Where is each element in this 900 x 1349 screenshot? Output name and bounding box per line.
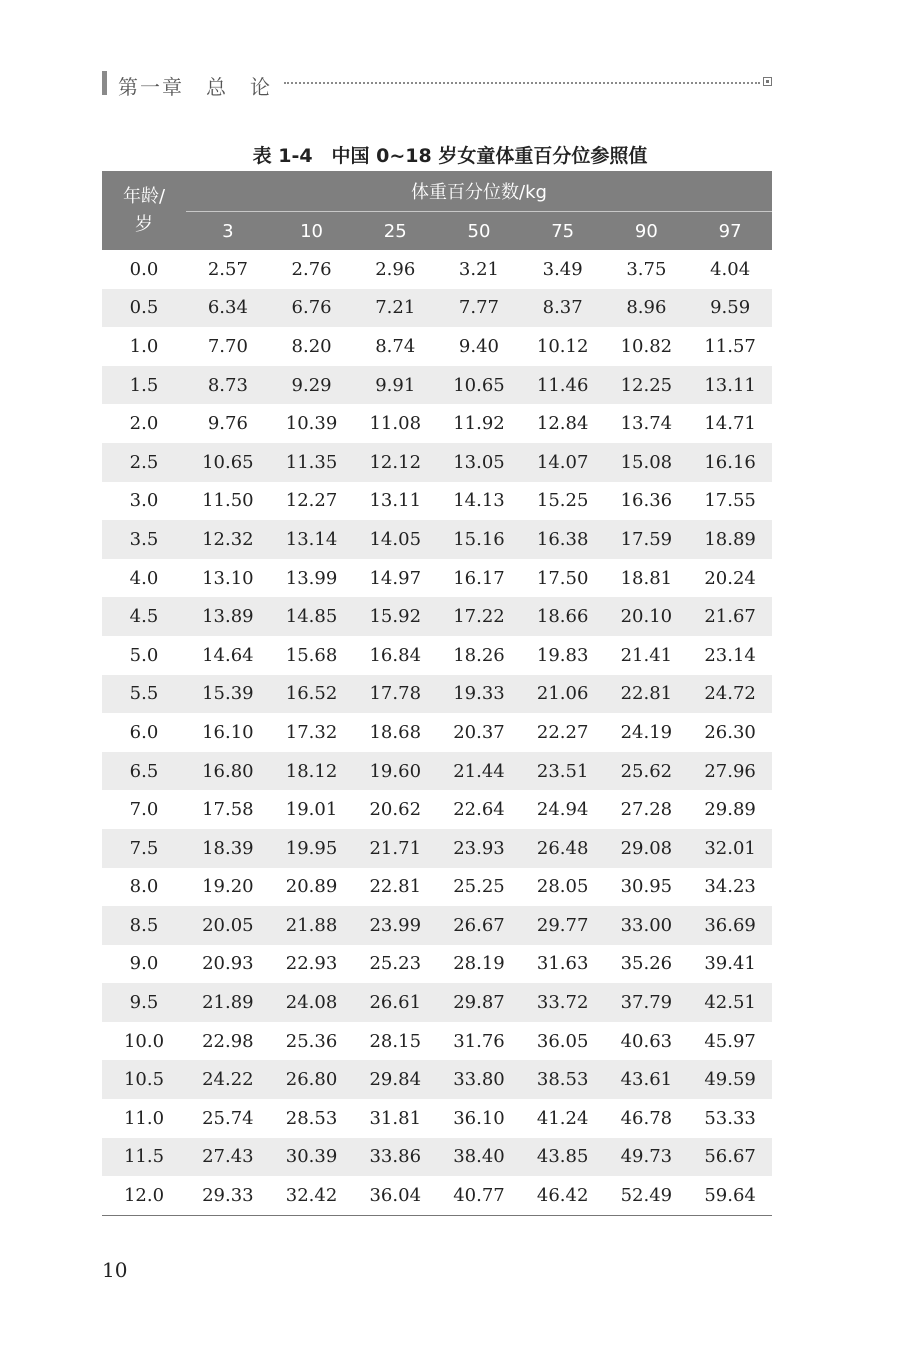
running-head-bar [102, 71, 107, 95]
weight-cell: 22.81 [605, 675, 689, 714]
weight-cell: 25.25 [453, 876, 505, 898]
weight-cell: 10.82 [620, 335, 673, 357]
weight-cell: 15.08 [605, 443, 689, 482]
weight-cell: 22.98 [202, 1030, 254, 1052]
weight-cell: 37.79 [605, 983, 689, 1022]
age-cell: 6.0 [129, 721, 159, 743]
table-row [102, 983, 772, 1022]
weight-cell: 52.49 [605, 1176, 689, 1215]
weight-cell: 3.49 [542, 258, 583, 280]
weight-cell: 17.50 [536, 567, 589, 589]
percentile-header-97: 97 [688, 212, 772, 251]
weight-cell: 10.65 [186, 443, 270, 482]
age-cell: 7.5 [102, 829, 186, 868]
table-row [102, 404, 772, 443]
weight-cell: 26.67 [437, 906, 521, 945]
weight-cell: 26.48 [521, 829, 605, 868]
weight-cell: 17.55 [704, 490, 756, 512]
weight-cell: 7.77 [437, 289, 521, 328]
table-row [102, 250, 772, 289]
weight-cell: 24.22 [186, 1060, 270, 1099]
weight-cell: 7.21 [353, 289, 437, 328]
weight-cell: 36.05 [536, 1030, 589, 1052]
weight-cell: 17.59 [605, 520, 689, 559]
table-row [102, 675, 772, 714]
weight-cell: 13.05 [437, 443, 521, 482]
weight-cell: 19.01 [285, 799, 338, 821]
weight-cell: 7.70 [207, 335, 248, 357]
weight-cell: 18.26 [453, 644, 505, 666]
weight-cell: 28.19 [453, 953, 505, 975]
weight-cell: 12.32 [186, 520, 270, 559]
age-cell: 9.5 [102, 983, 186, 1022]
weight-cell: 18.39 [186, 829, 270, 868]
weight-cell: 8.20 [291, 335, 332, 357]
table-row [102, 945, 772, 984]
weight-cell: 14.05 [353, 520, 437, 559]
weight-cell: 40.63 [620, 1030, 673, 1052]
age-cell: 6.5 [102, 752, 186, 791]
weight-cell: 16.84 [369, 644, 422, 666]
weight-cell: 11.46 [521, 366, 605, 405]
weight-cell: 53.33 [704, 1107, 756, 1129]
weight-cell: 36.10 [453, 1107, 505, 1129]
percentile-header-90: 90 [605, 212, 689, 251]
weight-percentile-table [102, 171, 772, 1216]
age-cell: 11.0 [123, 1107, 165, 1129]
weight-cell: 27.28 [620, 799, 673, 821]
weight-cell: 28.15 [369, 1030, 422, 1052]
table-row [102, 482, 772, 521]
weight-cell: 3.75 [626, 258, 667, 280]
weight-cell: 36.04 [353, 1176, 437, 1215]
table-row [102, 1176, 772, 1215]
weight-cell: 15.68 [285, 644, 338, 666]
weight-cell: 15.39 [186, 675, 270, 714]
square-ornament-icon [763, 77, 772, 86]
table-row [102, 289, 772, 328]
table-row [102, 906, 772, 945]
age-header-line2: 岁 [135, 213, 153, 235]
age-cell: 5.5 [102, 675, 186, 714]
weight-cell: 12.84 [536, 413, 589, 435]
percentile-header-10: 10 [270, 212, 354, 251]
weight-cell: 21.06 [521, 675, 605, 714]
weight-cell: 31.63 [536, 953, 589, 975]
weight-cell: 22.93 [285, 953, 338, 975]
weight-cell: 28.05 [536, 876, 589, 898]
weight-cell: 18.89 [688, 520, 772, 559]
weight-cell: 38.53 [521, 1060, 605, 1099]
weight-cell: 19.20 [202, 876, 254, 898]
weight-cell: 18.66 [521, 597, 605, 636]
weight-cell: 6.76 [270, 289, 354, 328]
weight-cell: 49.59 [688, 1060, 772, 1099]
age-cell: 10.5 [102, 1060, 186, 1099]
table-row [102, 366, 772, 405]
weight-cell: 22.64 [453, 799, 505, 821]
age-cell: 2.0 [129, 413, 159, 435]
weight-cell: 17.32 [285, 721, 338, 743]
weight-cell: 21.67 [688, 597, 772, 636]
weight-cell: 19.83 [536, 644, 589, 666]
weight-cell: 29.77 [521, 906, 605, 945]
weight-cell: 18.81 [620, 567, 673, 589]
age-cell: 1.5 [102, 366, 186, 405]
weight-cell: 20.93 [202, 953, 254, 975]
running-head-dotted-rule [284, 82, 760, 84]
weight-cell: 15.16 [437, 520, 521, 559]
percentile-header-50: 50 [437, 212, 521, 251]
weight-cell: 18.12 [270, 752, 354, 791]
weight-cell: 14.85 [270, 597, 354, 636]
weight-cell: 45.97 [704, 1030, 756, 1052]
weight-cell: 28.53 [285, 1107, 338, 1129]
weight-cell: 24.72 [688, 675, 772, 714]
age-cell: 8.0 [129, 876, 159, 898]
weight-cell: 32.01 [688, 829, 772, 868]
age-cell: 1.0 [129, 335, 159, 357]
age-header-line1: 年龄/ [122, 185, 166, 207]
weight-cell: 10.39 [285, 413, 338, 435]
weight-cell: 9.59 [688, 289, 772, 328]
weight-cell: 17.58 [202, 799, 254, 821]
table-row [102, 1022, 772, 1061]
age-cell: 3.5 [102, 520, 186, 559]
age-cell: 10.0 [123, 1030, 165, 1052]
weight-cell: 20.10 [605, 597, 689, 636]
table-row [102, 790, 772, 829]
weight-cell: 21.71 [353, 829, 437, 868]
weight-cell: 13.10 [202, 567, 254, 589]
weight-cell: 20.05 [186, 906, 270, 945]
weight-cell: 15.25 [536, 490, 589, 512]
weight-cell: 13.11 [688, 366, 772, 405]
age-cell: 7.0 [129, 799, 159, 821]
weight-cell: 41.24 [536, 1107, 589, 1129]
weight-cell: 16.52 [270, 675, 354, 714]
table-row [102, 752, 772, 791]
percentile-header-3: 3 [186, 212, 270, 251]
weight-cell: 13.89 [186, 597, 270, 636]
table-header-row [102, 171, 772, 212]
weight-cell: 20.24 [704, 567, 756, 589]
weight-cell: 23.93 [437, 829, 521, 868]
weight-cell: 46.78 [620, 1107, 673, 1129]
table-row [102, 868, 772, 907]
weight-cell: 11.35 [270, 443, 354, 482]
weight-cell: 13.11 [369, 490, 422, 512]
weight-cell: 8.74 [375, 335, 416, 357]
weight-cell: 17.78 [353, 675, 437, 714]
table-body [102, 250, 772, 1215]
weight-cell: 24.94 [536, 799, 589, 821]
chapter-title: 第一章 总 论 [118, 75, 272, 99]
weight-cell: 21.41 [620, 644, 673, 666]
weight-cell: 9.29 [270, 366, 354, 405]
weight-cell: 23.51 [521, 752, 605, 791]
weight-cell: 9.76 [207, 413, 248, 435]
weight-cell: 38.40 [437, 1138, 521, 1177]
percentile-group-header: 体重百分位数/kg [186, 171, 772, 212]
weight-cell: 11.92 [453, 413, 505, 435]
weight-cell: 23.14 [704, 644, 756, 666]
weight-cell: 13.74 [620, 413, 673, 435]
weight-cell: 10.65 [437, 366, 521, 405]
table-row [102, 713, 772, 752]
weight-cell: 20.37 [453, 721, 505, 743]
weight-cell: 22.27 [536, 721, 589, 743]
weight-cell: 22.81 [369, 876, 422, 898]
weight-cell: 8.96 [605, 289, 689, 328]
weight-cell: 59.64 [688, 1176, 772, 1215]
weight-cell: 2.76 [291, 258, 332, 280]
table-row [102, 829, 772, 868]
weight-cell: 30.95 [620, 876, 673, 898]
weight-cell: 33.00 [605, 906, 689, 945]
weight-cell: 11.57 [704, 335, 756, 357]
weight-cell: 16.16 [688, 443, 772, 482]
weight-cell: 26.61 [353, 983, 437, 1022]
weight-cell: 17.22 [437, 597, 521, 636]
table-row [102, 1060, 772, 1099]
weight-cell: 29.84 [353, 1060, 437, 1099]
weight-cell: 29.87 [437, 983, 521, 1022]
weight-cell: 21.44 [437, 752, 521, 791]
weight-cell: 9.40 [458, 335, 499, 357]
percentile-header-25: 25 [353, 212, 437, 251]
percentile-header-row [102, 212, 772, 251]
age-column-header [102, 171, 186, 250]
percentile-header-75: 75 [521, 212, 605, 251]
weight-cell: 29.08 [605, 829, 689, 868]
weight-cell: 46.42 [521, 1176, 605, 1215]
weight-cell: 21.89 [186, 983, 270, 1022]
weight-cell: 4.04 [710, 258, 751, 280]
weight-cell: 21.88 [270, 906, 354, 945]
weight-cell: 14.64 [202, 644, 254, 666]
weight-cell: 23.99 [353, 906, 437, 945]
age-cell: 2.5 [102, 443, 186, 482]
weight-cell: 25.74 [202, 1107, 254, 1129]
weight-cell: 33.86 [353, 1138, 437, 1177]
weight-cell: 16.10 [202, 721, 254, 743]
table-caption: 表 1-4 中国 0~18 岁女童体重百分位参照值 [252, 145, 648, 167]
age-cell: 5.0 [129, 644, 159, 666]
weight-cell: 14.13 [453, 490, 505, 512]
age-cell: 4.5 [102, 597, 186, 636]
weight-cell: 25.62 [605, 752, 689, 791]
weight-cell: 40.77 [437, 1176, 521, 1215]
weight-cell: 11.08 [369, 413, 422, 435]
weight-cell: 13.14 [270, 520, 354, 559]
running-head [102, 70, 772, 99]
table-row [102, 597, 772, 636]
age-cell: 8.5 [102, 906, 186, 945]
weight-cell: 16.17 [453, 567, 505, 589]
weight-cell: 16.36 [620, 490, 673, 512]
page-number: 10 [102, 1258, 128, 1282]
weight-cell: 14.97 [369, 567, 422, 589]
weight-cell: 12.25 [605, 366, 689, 405]
weight-cell: 19.95 [270, 829, 354, 868]
weight-cell: 2.96 [375, 258, 416, 280]
weight-cell: 27.43 [186, 1138, 270, 1177]
table-row [102, 636, 772, 675]
weight-cell: 2.57 [207, 258, 248, 280]
weight-cell: 6.34 [186, 289, 270, 328]
table-row [102, 1099, 772, 1138]
weight-cell: 33.80 [437, 1060, 521, 1099]
age-cell: 12.0 [102, 1176, 186, 1215]
weight-cell: 56.67 [688, 1138, 772, 1177]
weight-cell: 26.80 [270, 1060, 354, 1099]
weight-cell: 9.91 [353, 366, 437, 405]
weight-cell: 8.37 [521, 289, 605, 328]
weight-cell: 42.51 [688, 983, 772, 1022]
table-row [102, 559, 772, 598]
weight-cell: 36.69 [688, 906, 772, 945]
weight-cell: 19.33 [437, 675, 521, 714]
weight-cell: 27.96 [688, 752, 772, 791]
age-cell: 11.5 [102, 1138, 186, 1177]
age-cell: 9.0 [129, 953, 159, 975]
table-row [102, 443, 772, 482]
weight-cell: 14.71 [704, 413, 756, 435]
weight-cell: 8.73 [186, 366, 270, 405]
weight-cell: 31.76 [453, 1030, 505, 1052]
weight-cell: 34.23 [704, 876, 756, 898]
weight-cell: 35.26 [620, 953, 673, 975]
weight-cell: 11.50 [202, 490, 254, 512]
weight-cell: 25.36 [285, 1030, 338, 1052]
table-row [102, 520, 772, 559]
weight-cell: 14.07 [521, 443, 605, 482]
age-cell: 0.5 [102, 289, 186, 328]
age-cell: 3.0 [129, 490, 159, 512]
table-row [102, 327, 772, 366]
weight-cell: 32.42 [270, 1176, 354, 1215]
weight-cell: 29.89 [704, 799, 756, 821]
weight-cell: 3.21 [458, 258, 499, 280]
weight-cell: 43.85 [521, 1138, 605, 1177]
weight-cell: 15.92 [353, 597, 437, 636]
weight-cell: 43.61 [605, 1060, 689, 1099]
weight-cell: 20.89 [285, 876, 338, 898]
weight-cell: 33.72 [521, 983, 605, 1022]
weight-cell: 12.27 [285, 490, 338, 512]
age-cell: 4.0 [129, 567, 159, 589]
weight-cell: 49.73 [605, 1138, 689, 1177]
weight-cell: 24.08 [270, 983, 354, 1022]
weight-cell: 29.33 [186, 1176, 270, 1215]
weight-cell: 10.12 [536, 335, 589, 357]
age-cell: 0.0 [129, 258, 159, 280]
weight-cell: 26.30 [704, 721, 756, 743]
weight-cell: 31.81 [369, 1107, 422, 1129]
weight-cell: 24.19 [620, 721, 673, 743]
weight-cell: 25.23 [369, 953, 422, 975]
weight-cell: 18.68 [369, 721, 422, 743]
weight-cell: 13.99 [285, 567, 338, 589]
weight-cell: 12.12 [353, 443, 437, 482]
weight-cell: 39.41 [704, 953, 756, 975]
weight-cell: 16.38 [521, 520, 605, 559]
table-row [102, 1138, 772, 1177]
weight-cell: 19.60 [353, 752, 437, 791]
weight-cell: 20.62 [369, 799, 422, 821]
weight-cell: 30.39 [270, 1138, 354, 1177]
weight-cell: 16.80 [186, 752, 270, 791]
